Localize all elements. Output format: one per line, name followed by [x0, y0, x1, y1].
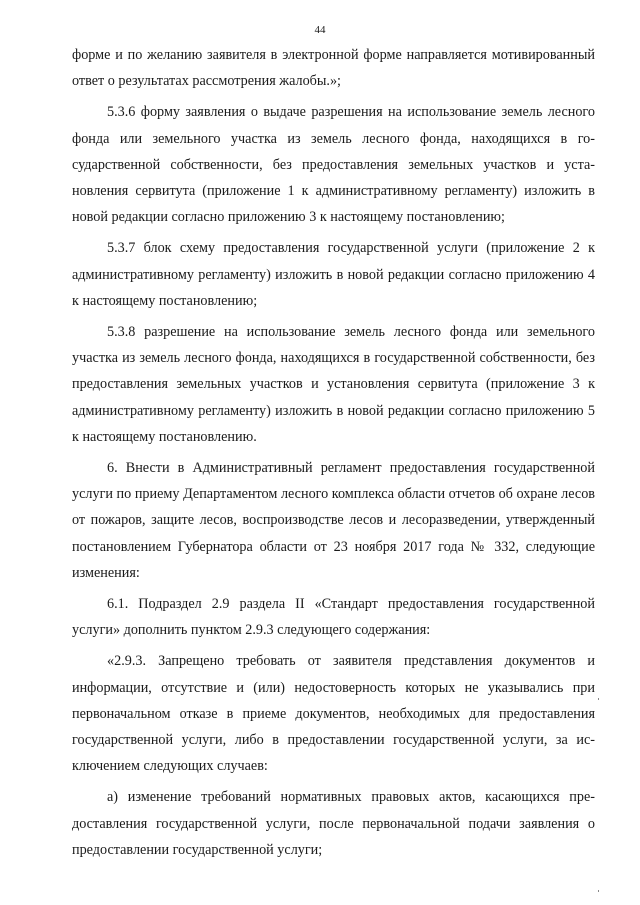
document-body — [72, 42, 595, 863]
page-number: 44 — [314, 24, 326, 36]
paragraph-a: а) изменение требований нормативных правовых актов, касающихся предоставления государственной услуги, после первоначальной подачи заявления о предоставлении государственной услуги; — [72, 789, 595, 858]
scan-artifact — [598, 698, 599, 700]
paragraph-5-3-7: 5.3.7 блок схему предоставления государственной услуги (приложение 2 к административному регламенту) изложить в новой редакции согласно приложению 4 к настоящему постановлению; — [72, 240, 595, 309]
paragraph-6-1: 6.1. Подраздел 2.9 раздела II «Стандарт предоставления государственной услуги» дополнить пунктом 2.9.3 следующего содержания: — [72, 596, 595, 639]
scan-artifact — [598, 890, 599, 892]
paragraph-2-9-3: «2.9.3. Запрещено требовать от заявителя представления документов и информации, отсутствие и (или) недостоверность которых не указывались при первоначальном отказе в приеме документов, необходимых для предоставления государственной услуги, либо в предоставлении государственной услуги, за исключением следующих случаев: — [72, 653, 595, 775]
paragraph-5-3-6: 5.3.6 форму заявления о выдаче разрешения на использование земель лесного фонда или земельного участка из земель лесного фонда, находящихся в государственной собственности, без предоставления земельных участков и установления сервитута (приложение 1 к административному регламенту) изложить в новой редакции согласно приложению 3 к настоящему постановлению; — [72, 104, 595, 226]
paragraph-continuation: форме и по желанию заявителя в электронной форме направляется мотивированный ответ о результатах рассмотрения жалобы.»; — [72, 47, 595, 90]
paragraph-6: 6. Внести в Административный регламент предоставления государственной услуги по приему Департаментом лесного комплекса области отчетов об охране лесов от пожаров, защите лесов, воспроизводстве лесов и лесоразведении, утвержденный постановлением Губернатора области от 23 ноября 2017 года № 332, следующие изменения: — [72, 460, 595, 581]
paragraph-5-3-8: 5.3.8 разрешение на использование земель лесного фонда или земельного участка из земель лесного фонда, находящихся в государственной собственности, без предоставления земельных участков и установления сервитута (приложение 3 к административному регламенту) изложить в новой редакции согласно приложению 5 к настоящему постановлению. — [72, 324, 595, 445]
